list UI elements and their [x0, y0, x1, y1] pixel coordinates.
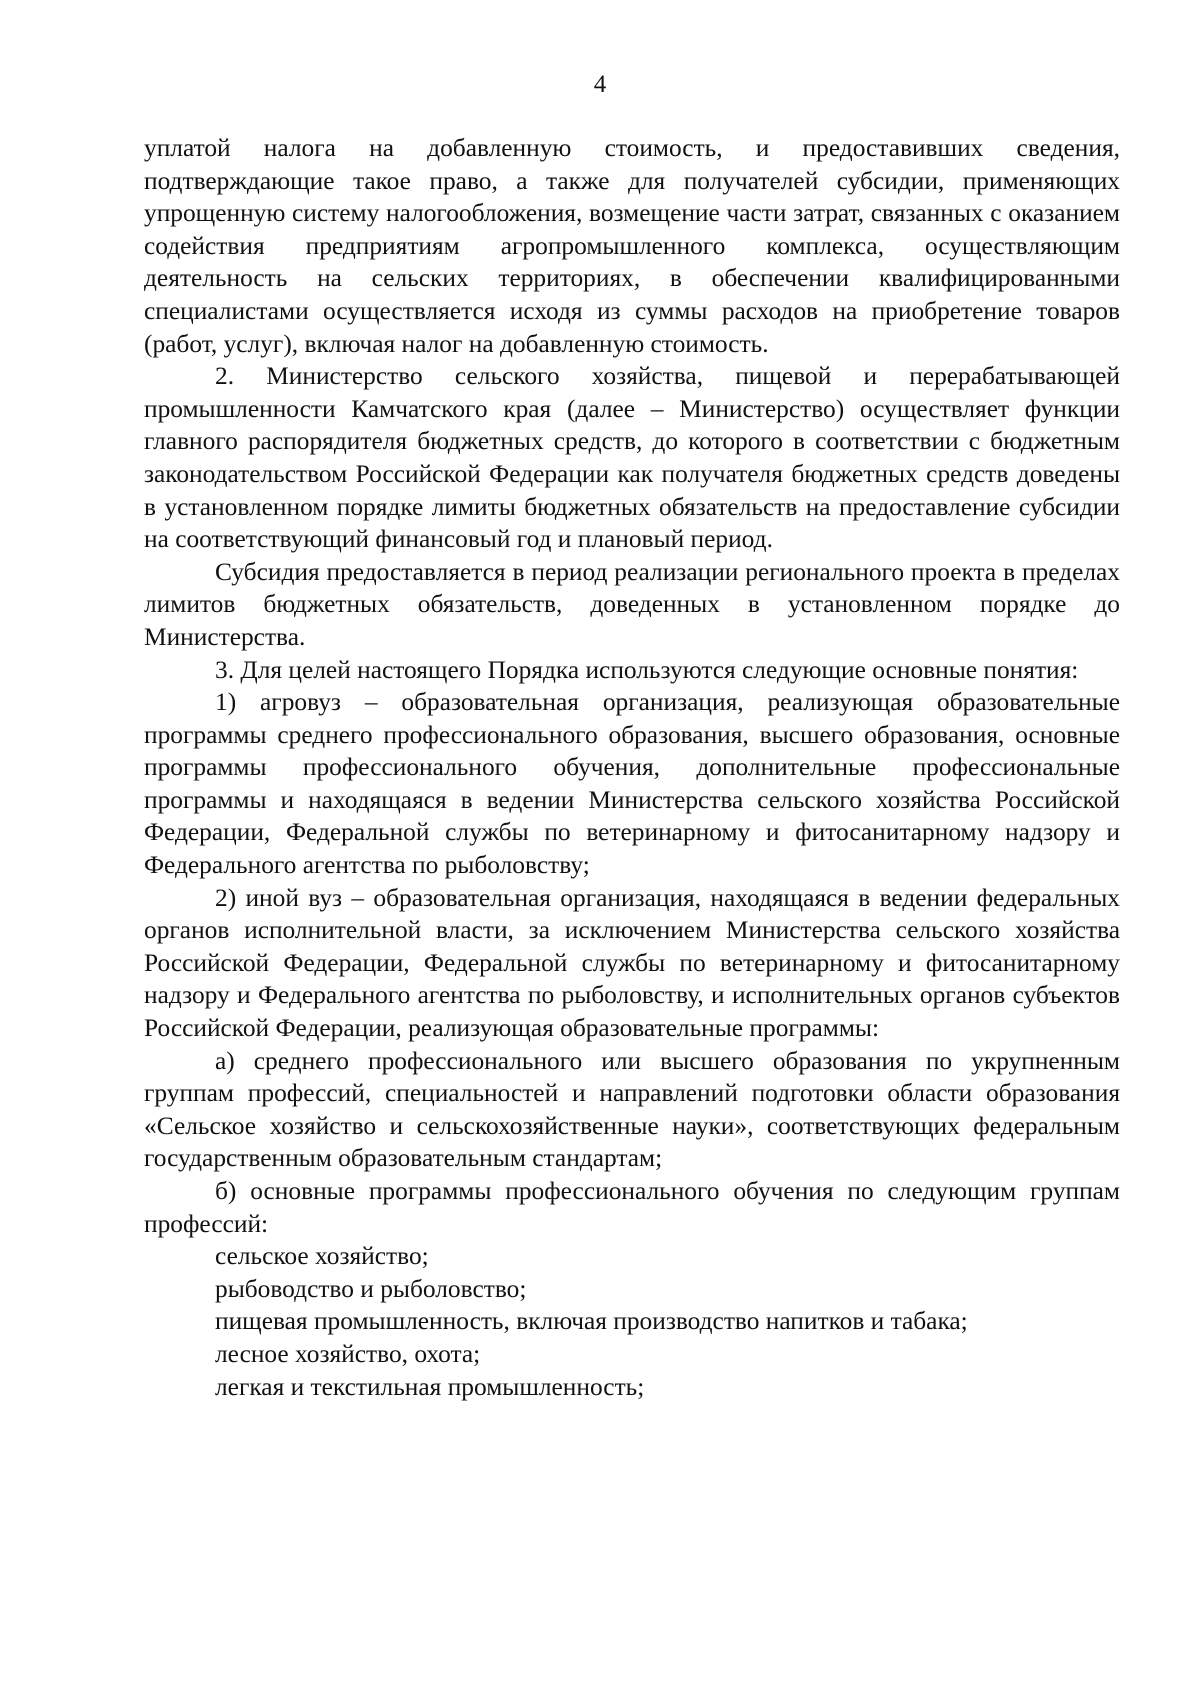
- paragraph-subsidy-period: Субсидия предоставляется в период реализации регионального проекта в пределах лимитов бюджетных обязательств, доведенных в установленном порядке до Министерства.: [144, 557, 1120, 651]
- list-item: легкая и текстильная промышленность;: [215, 1372, 645, 1401]
- page-number: 4: [593, 71, 607, 98]
- list-item: пищевая промышленность, включая производство напитков и табака;: [215, 1307, 968, 1336]
- paragraph-item-2: 2. Министерство сельского хозяйства, пищевой и перерабатывающей промышленности Камчатского края (далее – Министерство) осуществляет функции главного распорядителя бюджетных средств, до которого в соответствии с бюджетным законодательством Российской Федерации как получателя бюджетных средств доведены в установленном порядке лимиты бюджетных обязательств на предоставление субсидии на соответствующий финансовый год и плановый период.: [144, 362, 1120, 554]
- paragraph-continuation: уплатой налога на добавленную стоимость, и предоставивших сведения, подтверждающие такое право, а также для получателей субсидии, применяющих упрощенную систему налогообложения, возмещение части затрат, связанных с оказанием содействия предприятиям агропромышленного комплекса, осуществляющим деятельность на сельских территориях, в обеспечении квалифицированными специалистами осуществляется исходя из суммы расходов на приобретение товаров (работ, услуг), включая налог на добавленную стоимость.: [144, 134, 1120, 358]
- paragraph-item-3-2-a: а) среднего профессионального или высшего образования по укрупненным группам профессий, специальностей и направлений подготовки области образования «Сельское хозяйство и сельскохозяйственные науки», соответствующих федеральным государственным образовательным стандартам;: [144, 1046, 1120, 1173]
- paragraph-item-3-2-b: б) основные программы профессионального обучения по следующим группам профессий:: [144, 1177, 1120, 1238]
- list-item: рыбоводство и рыболовство;: [215, 1274, 527, 1303]
- profession-groups-list: [144, 1240, 1120, 1403]
- document-body: [144, 132, 1120, 1403]
- list-item: сельское хозяйство;: [215, 1242, 429, 1271]
- list-item: лесное хозяйство, охота;: [215, 1339, 481, 1368]
- paragraph-item-3: 3. Для целей настоящего Порядка используются следующие основные понятия:: [215, 655, 1079, 684]
- paragraph-item-3-2: 2) иной вуз – образовательная организация, находящаяся в ведении федеральных органов исполнительной власти, за исключением Министерства сельского хозяйства Российской Федерации, Федеральной службы по ветеринарному и фитосанитарному надзору и Федерального агентства по рыболовству, и исполнительных органов субъектов Российской Федерации, реализующая образовательные программы:: [144, 883, 1120, 1043]
- paragraph-item-3-1: 1) агровуз – образовательная организация, реализующая образовательные программы среднего профессионального образования, высшего образования, основные программы профессионального обучения, дополнительные профессиональные программы и находящаяся в ведении Министерства сельского хозяйства Российской Федерации, Федеральной службы по ветеринарному и фитосанитарному надзору и Федерального агентства по рыболовству;: [144, 688, 1120, 880]
